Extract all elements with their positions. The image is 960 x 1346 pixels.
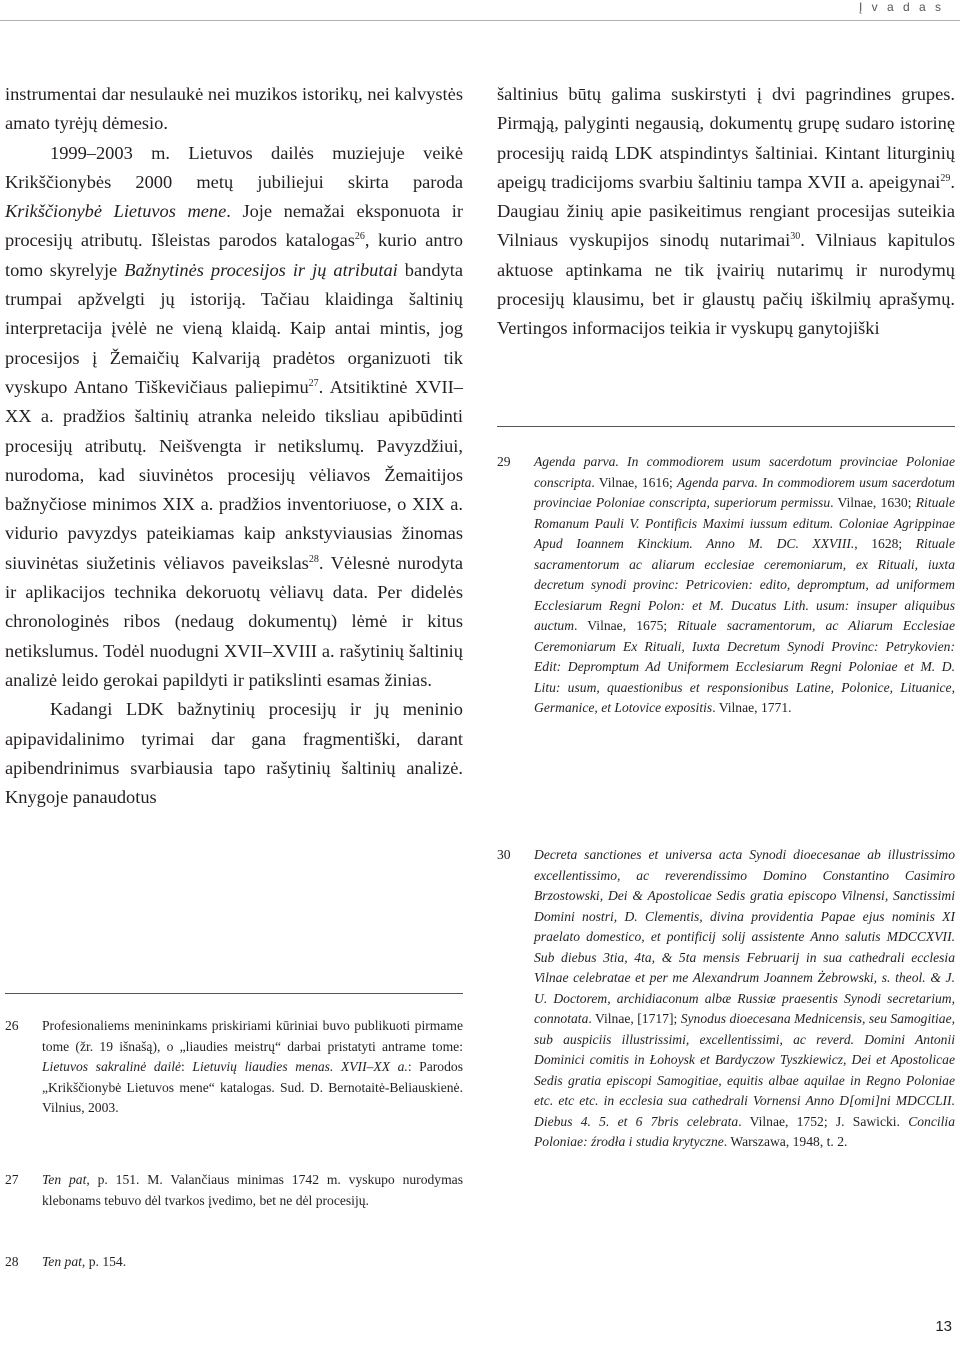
page-number: 13 [935,1318,952,1335]
footnote-number: 27 [5,1172,19,1187]
footnote-27: 27 Ten pat, p. 151. M. Valančiaus minimas 1742 m. vyskupo nurodymas klebonams tebuvo dėl tvarkos įvedimo, bet ne dėl procesijų. [5,1172,463,1208]
footnote-number: 29 [497,454,511,469]
right-column-body [497,80,955,344]
left-column-body [5,80,463,812]
footnote-number: 30 [497,847,511,862]
footnote-30: 30 Decreta sanctiones et universa acta Synodi dioecesanae ab illustrissimo excellentissimo, ac reverendissimo Domino Constantino Casimiro Brzostowski, Dei & Apostolicae Sedis gratia episcopo Vilnensi, Sanctissimi Domini nostri, D. Clementis, divina providentia Papae ejus nominis XI praelato domestico, et pontificij solij assistente Anno salutis MDCCXVII. Sub diebus 3tia, 4ta, & 5ta mensis Februarij in sua cathedrali ecclesia Vilnae celebratae et per me Alexandrum Joannem Żebrowski, s. theol. & J. U. Doctorem, archidiaconum albæ Russiæ praesentis Synodi secretarium, connotata. Vilnae, [1717]; Synodus dioecesana Mednicensis, seu Samogitiae, sub auspiciis illustrissimi, excellentissimi, ac reverd. Domini Antonii Dominici comitis in Łohoysk et Bardyczow Tyszkiewicz, Dei et Apostolicae Sedis gratia episcopi Samogitiae, equitis albae aquilae in Regno Poloniae etc. etc etc. in ecclesia sua cathedrali Vornensi Anno D[omi]ni MDCCLII. Diebus 4. 5. et 6 7bris celebrata. Vilnae, 1752; J. Sawicki. Concilia Poloniae: źrodła i studia krytyczne. Warszawa, 1948, t. 2. [497,847,956,1149]
footnote-28: 28 Ten pat, p. 154. [5,1252,463,1273]
paragraph-continued: instrumentai dar nesulaukė nei muzikos istorikų, nei kalvystės amato tyrėjų dėmesio. [5,84,463,134]
footnote-separator-left [5,993,463,994]
footnote-ref-27[interactable]: 27 [308,377,319,389]
footnote-ref-26[interactable]: 26 [354,231,365,243]
paragraph-source-groups: šaltinius būtų galima suskirstyti į dvi pagrindines grupes. Pirmąją, palyginti negausią, dokumentų grupę sudaro istorinę procesijų raidą LDK atspindintys šaltiniai. Kintant liturginių apeigų tradicijoms svarbiu šaltiniu tampa XVII a. apeigynai$^{29}$. Daugiau žinių apie pasikeitimus rengiant procesijas suteikia Vilniaus vyskupijos sinodų nutarimai$^{30}$. Vilniaus kapitulos aktuose aptinkama ne tik įvairių nutarimų ir nurodymų procesijų klausimu, bet ir glaustų pačių iškilmių aprašymų. Vertingos informacijos teikia ir vyskupų ganytojiški [497,84,956,339]
footnote-ref-29[interactable]: 29 [940,172,951,184]
running-header: Į v a d a s [858,0,944,14]
footnote-number: 28 [5,1254,19,1269]
footnote-29: 29 Agenda parva. In commodiorem usum sacerdotum provinciae Poloniae conscripta. Vilnae, 1616; Agenda parva. In commodiorem usum sacerdotum provinciae Poloniae conscripta, superiorum permissu. Vilnae, 1630; Rituale Romanum Pauli V. Pontificis Maximi iussum editum. Coloniae Agrippinae Apud Ioannem Kinckium. Anno M. DC. XXVIII., 1628; Rituale sacramentorum ac aliarum ecclesiae ceremoniarum, ex Rituali, iuxta decretum synodi provinc: Petricovien: edito, depromptum, ad uniformem Ecclesiarum Regni Polon: et M. Ducatus Lith. usum: insuper aliquibus auctum. Vilnae, 1675; Rituale sacramentorum, ac Aliarum Ecclesiae Ceremoniarum Ex Rituali, Iuxta Decretum Synodi Provinc: Petrykovien: Edit: Depromptum Ad Uniformem Ecclesiarum Regni Poloniae et M. D. Litu: usum, quaestionibus et responsionibus Latine, Polonice, Lituanice, Germanice, et Lotovice expositis. Vilnae, 1771. [497,454,955,715]
footnote-separator-right [497,426,955,427]
paragraph-sources: Kadangi LDK bažnytinių procesijų ir jų meninio apipavidalinimo tyrimai dar gana fragmentiški, darant apibendrinimus svarbiausia tapo rašytinių šaltinių analizė. Knygoje panaudotus [5,699,463,808]
footnote-number: 26 [5,1018,19,1033]
footnote-ref-30[interactable]: 30 [790,231,801,243]
paragraph-exhibition: 1999–2003 m. Lietuvos dailės muziejuje veikė Krikščionybės 2000 metų jubiliejui skirta paroda Krikščionybė Lietuvos mene. Joje nemažai eksponuota ir procesijų atributų. Išleistas parodos katalogas$^{26}$, kurio antro tomo skyrelyje Bažnytinės procesijos ir jų atributai bandyta trumpai apžvelgti jų istoriją. Tačiau klaidinga šaltinių interpretacija įvėlė ne vieną klaidą. Kaip antai mintis, jog procesijos į Žemaičių Kalvariją pradėtos organizuoti tik vyskupo Antano Tiškevičiaus paliepimu$^{27}$. Atsitiktinė XVII–XX a. pradžios šaltinių atranka neleido tiksliau apibūdinti procesijų atributų. Neišvengta ir netikslumų. Pavyzdžiui, nurodoma, kad siuvinėtos procesijų vėliavos Žemaitijos bažnyčiose minimos XIX a. pradžios inventoriuose, o XIX a. vidurio pavyzdys pateikiamas kaip ankstyviausias žinomas siuvinėtas siužetinis vėliavos paveikslas$^{28}$. Vėlesnė nurodyta ir aplikacijos technika dekoruotų vėliavų data. Per didelės chronologinės ribos (nedaug dokumentų) lėmė ir kitus netikslumus. Todėl nuodugni XVII–XVIII a. rašytinių šaltinių analizė leido gerokai papildyti ir patikslinti esamas žinias. [5,142,463,690]
header-rule [0,20,960,21]
footnote-ref-28[interactable]: 28 [308,553,319,565]
footnote-26: 26 Profesionaliems menininkams priskiriami kūriniai buvo publikuoti pirmame tome (žr. 19 išnašą), o „liaudies meistrų“ darbai pristatyti antrame tome: Lietuvos sakralinė dailė: Lietuvių liaudies menas. XVII–XX a.: Parodos „Krikščionybė Lietuvos mene“ katalogas. Sud. D. Bernotaitė-Beliauskienė. Vilnius, 2003. [5,1018,463,1115]
